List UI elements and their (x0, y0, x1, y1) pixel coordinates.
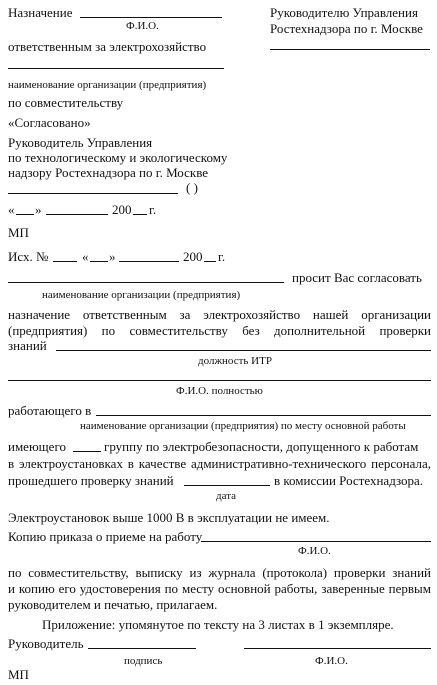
date-month-line[interactable] (46, 214, 108, 215)
signature-caption: подпись (124, 655, 163, 667)
date-year-line[interactable] (133, 214, 147, 215)
date-caption: дата (216, 490, 237, 502)
having-label: имеющего (8, 439, 66, 454)
outgoing-month-line[interactable] (119, 261, 179, 262)
safety-group-line[interactable] (73, 451, 101, 452)
recipient-line-1: Руководителю Управления (270, 5, 418, 20)
outgoing-day-line[interactable] (90, 261, 108, 262)
employee-name-line[interactable] (201, 541, 431, 542)
head-signature-line[interactable] (88, 648, 196, 649)
attachment-note: Приложение: упомянутое по тексту на 3 листах в 1 экземпляре. (42, 617, 394, 632)
knowledge-word: знаний (8, 338, 47, 353)
working-at-label: работающего в (8, 403, 92, 418)
approver-parens: ( ) (186, 180, 198, 195)
date-year: 200 (112, 202, 132, 217)
passed-check-label: прошедшего проверку знаний (8, 473, 174, 488)
group-text: группу по электробезопасности, допущенного к работам (104, 439, 419, 454)
employee-fio-caption: Ф.И.О. (298, 545, 331, 557)
full-name-caption: Ф.И.О. полностью (176, 385, 263, 397)
recipient-line-2: Ростехнадзора по г. Москве (270, 21, 423, 36)
outgoing-number-label: Исх. № (8, 249, 49, 264)
agreed-label: «Согласовано» (8, 115, 91, 130)
outgoing-year: 200 (183, 249, 203, 264)
attachments-paragraph-line-2: и копию его удостоверения по месту основной работы, заверенные первым (8, 581, 431, 596)
part-time-text: по совместительству (8, 95, 124, 110)
recipient-name-line[interactable] (270, 49, 430, 50)
installations-line: в электроустановках в качестве административно-технического персонала, (8, 456, 431, 471)
organization-caption: наименование организации (предприятия) (8, 79, 207, 91)
position-line[interactable] (56, 350, 431, 351)
outgoing-quote-close: » (109, 249, 116, 264)
attachments-paragraph-line-1: по совместительству, выписку из журнала (протокола) проверки знаний (8, 565, 431, 580)
assignment-label: Назначение (8, 5, 73, 20)
fio-caption: Ф.И.О. (126, 20, 159, 32)
outgoing-date-suffix: г. (218, 249, 226, 264)
approver-line-2: по технологическому и экологическому (8, 150, 228, 165)
requesting-organization-line[interactable] (8, 282, 284, 283)
main-job-organization-line[interactable] (96, 415, 431, 416)
position-caption: должность ИТР (198, 355, 272, 367)
responsible-text: ответственным за электрохозяйство (8, 39, 207, 54)
outgoing-number-line[interactable] (53, 261, 77, 262)
outgoing-year-line[interactable] (204, 261, 216, 262)
requests-text: просит Вас согласовать (292, 270, 422, 285)
full-name-line[interactable] (8, 380, 431, 381)
main-job-caption: наименование организации (предприятия) по месту основной работы (80, 420, 406, 432)
requesting-org-caption: наименование организации (предприятия) (42, 289, 241, 301)
voltage-statement: Электроустановок выше 1000 В в эксплуатации не имеем. (8, 510, 330, 525)
organization-name-line[interactable] (8, 68, 224, 69)
head-fio-caption: Ф.И.О. (315, 655, 348, 667)
request-paragraph-line-1: назначение ответственным за электрохозяйство нашей организации (8, 307, 431, 322)
approver-signature-line[interactable] (8, 193, 178, 194)
footer-stamp-label: МП (8, 667, 29, 682)
stamp-label: МП (8, 225, 29, 240)
outgoing-quote-open: « (82, 249, 89, 264)
date-suffix: г. (149, 202, 157, 217)
date-quote-open: « (8, 202, 15, 217)
check-date-line[interactable] (184, 485, 270, 486)
head-name-line[interactable] (244, 648, 431, 649)
approver-line-1: Руководитель Управления (8, 135, 153, 150)
date-quote-close: » (35, 202, 42, 217)
date-day-line[interactable] (16, 214, 34, 215)
attachments-paragraph-line-3: руководителем и печатью, прилагаем. (8, 597, 218, 612)
request-paragraph-line-2: (предприятия) по совместительству без дополнительной проверки (8, 323, 431, 338)
copy-order-label: Копию приказа о приеме на работу (8, 529, 203, 544)
approver-line-3: надзору Ростехнадзора по г. Москве (8, 165, 209, 180)
commission-text: в комиссии Ростехнадзора. (274, 473, 424, 488)
head-label: Руководитель (8, 636, 84, 651)
assignment-name-line[interactable] (80, 17, 222, 18)
